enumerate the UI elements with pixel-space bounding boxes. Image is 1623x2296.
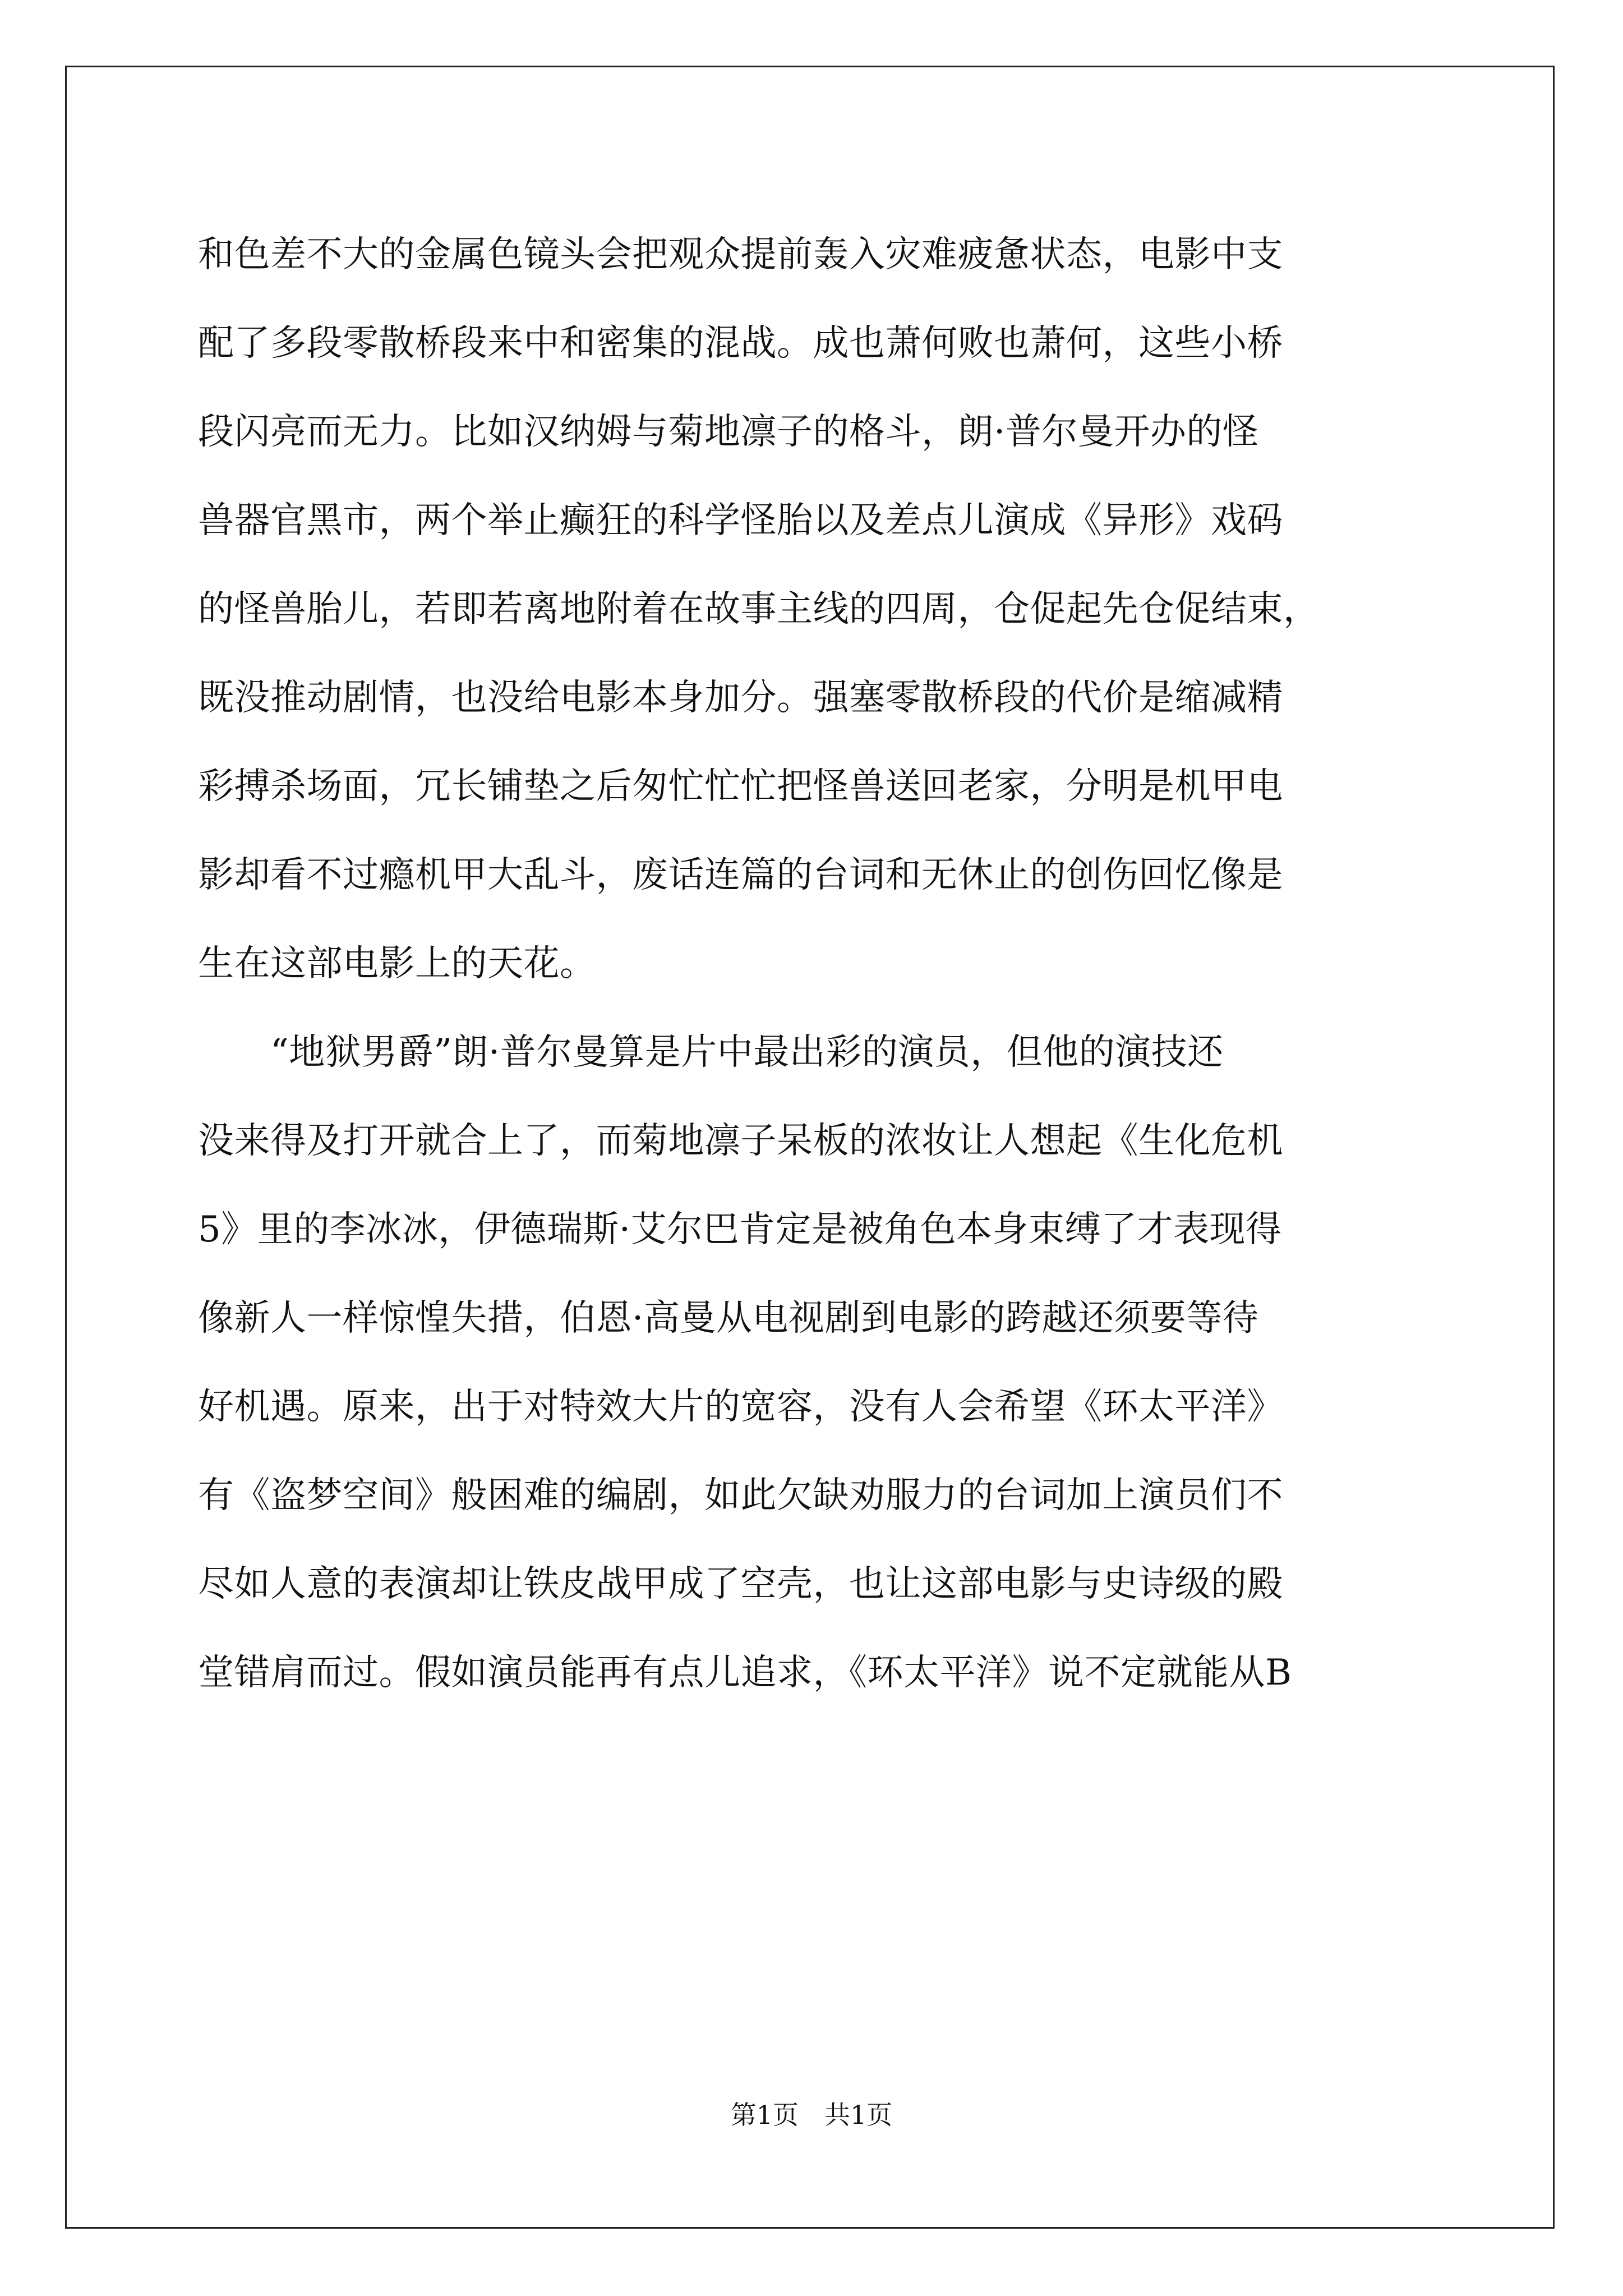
- text-line: 兽器官黑市，两个举止癫狂的科学怪胎以及差点儿演成《异形》戏码: [198, 500, 1283, 541]
- text-line: 5》里的李冰冰，伊德瑞斯·艾尔巴肯定是被角色本身束缚了才表现得: [198, 1209, 1282, 1250]
- page-footer: 第1页 共1页: [730, 2100, 893, 2130]
- text-line: 配了多段零散桥段来中和密集的混战。成也萧何败也萧何，这些小桥: [198, 323, 1283, 364]
- text-line: 像新人一样惊惶失措，伯恩·高曼从电视剧到电影的跨越还须要等待: [198, 1297, 1259, 1339]
- text-line: 生在这部电影上的天花。: [198, 943, 596, 984]
- text-line: 和色差不大的金属色镜头会把观众提前轰入灾难疲惫状态，电影中支: [198, 234, 1283, 275]
- text-line: 的怪兽胎儿，若即若离地附着在故事主线的四周，仓促起先仓促结束，: [198, 588, 1320, 630]
- text-line: 尽如人意的表演却让铁皮战甲成了空壳，也让这部电影与史诗级的殿: [198, 1563, 1283, 1605]
- body-text: [198, 210, 1440, 1717]
- text-line: “地狱男爵”朗·普尔曼算是片中最出彩的演员，但他的演技还: [198, 1032, 1224, 1073]
- text-line: 既没推动剧情，也没给电影本身加分。强塞零散桥段的代价是缩减精: [198, 677, 1283, 719]
- text-line: 有《盗梦空间》般困难的编剧，如此欠缺劝服力的台词加上演员们不: [198, 1475, 1283, 1516]
- text-line: 堂错肩而过。假如演员能再有点儿追求，《环太平洋》说不定就能从B: [198, 1652, 1292, 1694]
- text-line: 影却看不过瘾机甲大乱斗，废话连篇的台词和无休止的创伤回忆像是: [198, 854, 1283, 896]
- text-line: 好机遇。原来，出于对特效大片的宽容，没有人会希望《环太平洋》: [198, 1386, 1283, 1428]
- text-line: 段闪亮而无力。比如汉纳姆与菊地凛子的格斗，朗·普尔曼开办的怪: [198, 411, 1259, 453]
- text-line: 彩搏杀场面，冗长铺垫之后匆忙忙忙把怪兽送回老家，分明是机甲电: [198, 766, 1283, 807]
- text-line: 没来得及打开就合上了，而菊地凛子呆板的浓妆让人想起《生化危机: [198, 1120, 1283, 1162]
